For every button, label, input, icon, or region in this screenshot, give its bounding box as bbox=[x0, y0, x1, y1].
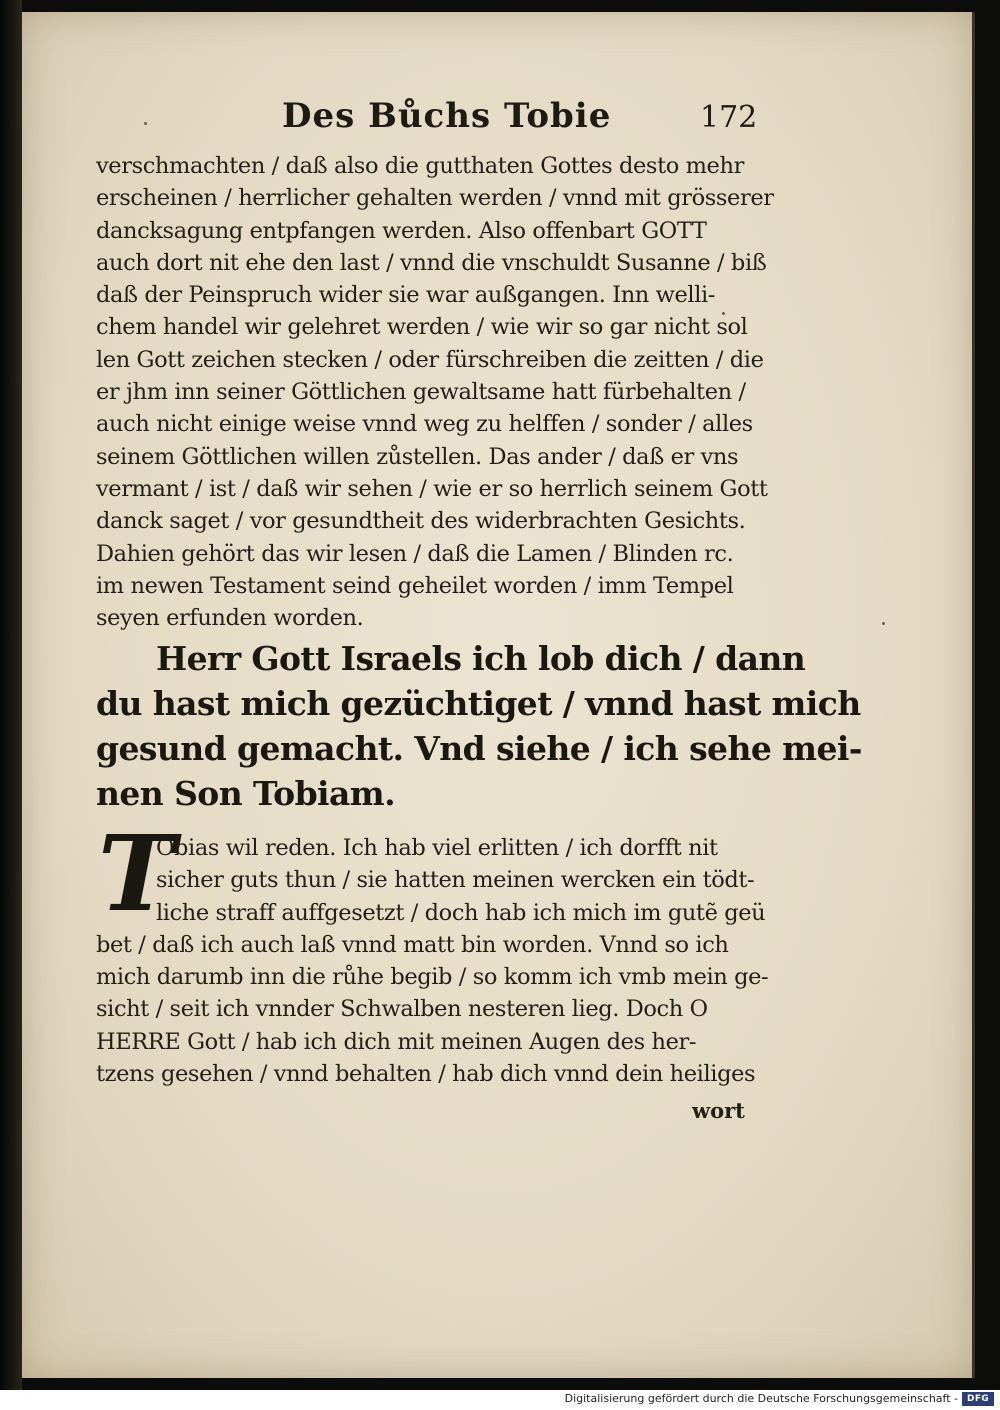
text-line: len Gott zeichen stecken / oder fürschreiben die zeitten / die bbox=[96, 346, 764, 373]
text-line: daß der Peinspruch wider sie war außgangen. Inn welli- bbox=[96, 282, 716, 309]
text-line: seyen erfunden worden. bbox=[96, 605, 364, 632]
page-edge-rule bbox=[972, 12, 975, 1378]
verse-line: Herr Gott Israels ich lob dich / dann bbox=[156, 639, 806, 678]
text-line: danck saget / vor gesundtheit des widerbrachten Gesichts. bbox=[96, 508, 746, 535]
commentary-top bbox=[96, 150, 774, 634]
page-number: 172 bbox=[700, 100, 758, 135]
text-line: chem handel wir gelehret werden / wie wir so gar nicht sol bbox=[96, 314, 748, 341]
text-line: verschmachten / daß also die gutthaten Gottes desto mehr bbox=[96, 153, 744, 179]
verse-line: nen Son Tobiam. bbox=[96, 774, 395, 813]
paper-speck bbox=[144, 122, 147, 125]
text-line: liche straff auffgesetzt / doch hab ich mich im gutẽ geü bbox=[156, 899, 766, 926]
scripture-verse bbox=[96, 636, 862, 816]
page-header bbox=[282, 92, 762, 146]
text-line: Obias wil reden. Ich hab viel erlitten / ich dorfft nit bbox=[156, 835, 718, 861]
drop-cap: T bbox=[98, 812, 176, 935]
catchword: wort bbox=[692, 1098, 745, 1123]
text-line: seinem Göttlichen willen zůstellen. Das ander / daß er vns bbox=[96, 443, 739, 470]
text-line: bet / daß ich auch laß vnnd matt bin worden. Vnnd so ich bbox=[96, 931, 729, 958]
text-line: sicht / seit ich vnnder Schwalben nesteren lieg. Doch O bbox=[96, 996, 708, 1023]
text-line: tzens gesehen / vnnd behalten / hab dich vnnd dein heiliges bbox=[96, 1061, 756, 1088]
text-line: er jhm inn seiner Göttlichen gewaltsame hatt fürbehalten / bbox=[96, 379, 746, 406]
text-line: sicher guts thun / sie hatten meinen wercken ein tödt- bbox=[156, 867, 755, 894]
funding-credit: Digitalisierung gefördert durch die Deutsche Forschungsgemeinschaft - bbox=[564, 1392, 958, 1405]
text-line: HERRE Gott / hab ich dich mit meinen Augen des her- bbox=[96, 1028, 697, 1055]
paper-speck bbox=[882, 622, 885, 625]
text-line: dancksagung entpfangen werden. Also offenbart GOTT bbox=[96, 217, 707, 244]
dfg-logo: DFG bbox=[962, 1392, 994, 1406]
running-title: Des Bůchs Tobie bbox=[282, 96, 612, 136]
text-line: Dahien gehört das wir lesen / daß die Lamen / Blinden rc. bbox=[96, 540, 734, 567]
text-line: mich darumb inn die růhe begib / so komm ich vmb mein ge- bbox=[96, 964, 769, 991]
digitization-footer bbox=[0, 1390, 1000, 1410]
commentary-bottom bbox=[96, 832, 769, 1090]
verse-line: gesund gemacht. Vnd siehe / ich sehe mei- bbox=[96, 729, 862, 768]
scan-edge-left bbox=[0, 0, 22, 1392]
text-line: vermant / ist / daß wir sehen / wie er so herrlich seinem Gott bbox=[96, 475, 768, 502]
text-line: im newen Testament seind geheilet worden / imm Tempel bbox=[96, 572, 734, 599]
text-line: auch nicht einige weise vnnd weg zu helffen / sonder / alles bbox=[96, 411, 753, 438]
text-line: erscheinen / herrlicher gehalten werden / vnnd mit grösserer bbox=[96, 185, 774, 212]
verse-line: du hast mich gezüchtiget / vnnd hast mich bbox=[96, 684, 861, 723]
text-line: auch dort nit ehe den last / vnnd die vnschuldt Susanne / biß bbox=[96, 249, 767, 276]
